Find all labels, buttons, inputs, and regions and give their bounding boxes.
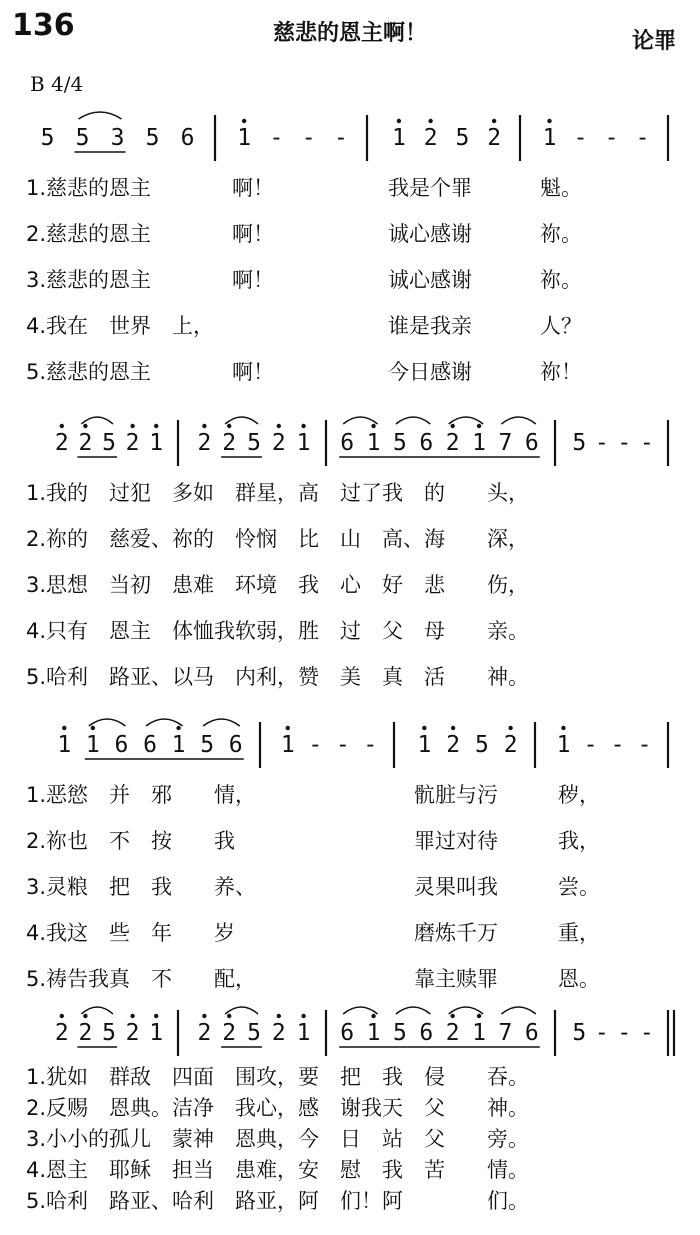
octave-dot bbox=[227, 1014, 231, 1018]
note-0-3-3: - bbox=[635, 125, 650, 151]
octave-dot bbox=[60, 424, 64, 428]
lyric-line-0-2-0: 3.慈悲的恩主 bbox=[26, 268, 152, 292]
note-2-1-0: 1 bbox=[280, 732, 295, 758]
note-2-2-2: 5 bbox=[474, 732, 489, 758]
note-3-2-5: 1 bbox=[472, 1020, 486, 1046]
octave-dot bbox=[477, 424, 481, 428]
lyric-line-0-0-3: 魁。 bbox=[540, 176, 582, 200]
note-1-1-0: 2 bbox=[197, 430, 212, 456]
lyric-line-2-2-0: 3.灵粮 把 我 养、 bbox=[26, 875, 257, 899]
lyric-line-2-1-1: 罪过对待 bbox=[414, 829, 498, 853]
note-3-1-0: 2 bbox=[197, 1020, 212, 1046]
note-3-2-4: 2 bbox=[445, 1020, 460, 1046]
octave-dot bbox=[301, 424, 305, 428]
note-3-2-6: 7 bbox=[498, 1020, 513, 1046]
note-0-2-0: 1 bbox=[391, 125, 406, 151]
note-2-1-2: - bbox=[335, 732, 350, 758]
lyric-line-0-1-3: 祢。 bbox=[540, 222, 582, 246]
note-0-1-1: - bbox=[269, 125, 284, 151]
note-3-2-1: 1 bbox=[366, 1020, 381, 1046]
note-0-0-4: 6 bbox=[180, 125, 195, 151]
slur bbox=[225, 1007, 258, 1014]
octave-dot bbox=[130, 1014, 134, 1018]
octave-dot bbox=[154, 1014, 158, 1018]
octave-dot bbox=[561, 726, 565, 730]
slur bbox=[89, 719, 126, 726]
note-1-1-2: 5 bbox=[247, 430, 261, 456]
lyric-line-2-4-0: 5.祷告我真 不 配， bbox=[26, 967, 257, 991]
hymn-category: 论罪 bbox=[631, 29, 676, 54]
note-3-0-0: 2 bbox=[54, 1020, 69, 1046]
slur bbox=[501, 1007, 535, 1014]
note-1-3-3: - bbox=[639, 430, 654, 456]
note-2-3-3: - bbox=[637, 732, 652, 758]
note-2-0-5: 5 bbox=[200, 732, 215, 758]
lyric-line-0-0-1: 啊！ bbox=[232, 176, 274, 200]
lyric-line-1-4-0: 5.哈利 路亚、以马 内利，赞 美 真 活 神。 bbox=[26, 665, 530, 689]
hymn-title: 慈悲的恩主啊！ bbox=[272, 21, 427, 46]
lyric-line-0-2-3: 祢。 bbox=[540, 268, 582, 292]
key-signature: B 4/4 bbox=[30, 72, 84, 96]
note-1-3-2: - bbox=[617, 430, 632, 456]
note-3-2-3: 6 bbox=[419, 1020, 434, 1046]
lyric-line-3-3-0: 4.恩主 耶稣 担当 患难，安 慰 我 苦 情。 bbox=[26, 1158, 530, 1182]
octave-dot bbox=[428, 119, 432, 123]
note-1-0-3: 2 bbox=[125, 430, 140, 456]
note-3-3-3: - bbox=[639, 1020, 654, 1046]
slur bbox=[225, 417, 258, 424]
lyric-line-2-4-2: 恩。 bbox=[558, 967, 600, 991]
octave-dot bbox=[277, 424, 281, 428]
note-3-2-7: 6 bbox=[524, 1020, 539, 1046]
slur bbox=[203, 719, 240, 726]
octave-dot bbox=[371, 424, 375, 428]
note-0-3-0: 1 bbox=[542, 125, 557, 151]
note-1-2-3: 6 bbox=[419, 430, 434, 456]
note-3-0-4: 1 bbox=[149, 1020, 164, 1046]
lyric-line-2-2-2: 尝。 bbox=[558, 875, 600, 899]
lyric-line-0-4-1: 啊！ bbox=[232, 360, 274, 384]
lyric-line-0-0-0: 1.慈悲的恩主 bbox=[26, 176, 152, 200]
note-3-0-3: 2 bbox=[125, 1020, 140, 1046]
note-3-3-0: 5 bbox=[572, 1020, 587, 1046]
note-2-2-1: 2 bbox=[446, 732, 461, 758]
lyric-line-2-3-0: 4.我这 些 年 岁 bbox=[26, 921, 236, 945]
lyric-line-2-3-2: 重， bbox=[558, 921, 600, 945]
note-0-0-2: 3 bbox=[110, 125, 125, 151]
note-1-1-3: 2 bbox=[271, 430, 286, 456]
slur bbox=[343, 417, 377, 424]
octave-dot bbox=[492, 119, 496, 123]
lyric-line-0-4-3: 祢！ bbox=[540, 360, 582, 384]
lyric-line-0-2-2: 诚心感谢 bbox=[388, 268, 472, 292]
octave-dot bbox=[450, 424, 454, 428]
note-1-1-1: 2 bbox=[222, 430, 237, 456]
slur bbox=[449, 417, 483, 424]
lyric-line-0-3-0: 4.我在 世界 上， bbox=[26, 314, 215, 338]
octave-dot bbox=[83, 1014, 87, 1018]
hymn-number: 136 bbox=[12, 8, 75, 43]
octave-dot bbox=[508, 726, 512, 730]
note-3-1-2: 5 bbox=[247, 1020, 261, 1046]
note-1-2-2: 5 bbox=[393, 430, 407, 456]
note-3-1-1: 2 bbox=[222, 1020, 237, 1046]
lyric-line-3-4-0: 5.哈利 路亚、哈利 路亚，阿 们！阿 们。 bbox=[26, 1189, 530, 1213]
octave-dot bbox=[547, 119, 551, 123]
lyric-line-0-3-3: 人？ bbox=[540, 314, 582, 338]
note-2-1-1: - bbox=[308, 732, 323, 758]
lyric-line-0-4-2: 今日感谢 bbox=[388, 360, 472, 384]
octave-dot bbox=[130, 424, 134, 428]
lyric-line-2-0-0: 1.恶慾 并 邪 情， bbox=[26, 783, 257, 807]
octave-dot bbox=[202, 424, 206, 428]
slur bbox=[396, 1007, 430, 1014]
octave-dot bbox=[62, 726, 66, 730]
note-3-3-1: - bbox=[594, 1020, 609, 1046]
lyric-line-1-3-0: 4.只有 恩主 体恤我软弱，胜 过 父 母 亲。 bbox=[26, 619, 530, 643]
slur bbox=[501, 417, 535, 424]
note-0-3-1: - bbox=[573, 125, 588, 151]
lyric-line-0-1-2: 诚心感谢 bbox=[388, 222, 472, 246]
lyric-line-1-0-0: 1.我的 过犯 多如 群星，高 过了我 的 头， bbox=[26, 481, 530, 505]
lyric-line-0-1-1: 啊！ bbox=[232, 222, 274, 246]
octave-dot bbox=[277, 1014, 281, 1018]
note-1-2-0: 6 bbox=[340, 430, 355, 456]
octave-dot bbox=[450, 1014, 454, 1018]
note-1-0-4: 1 bbox=[149, 430, 164, 456]
note-2-0-0: 1 bbox=[57, 732, 72, 758]
lyric-line-1-2-0: 3.思想 当初 患难 环境 我 心 好 悲 伤， bbox=[26, 573, 530, 597]
note-0-1-2: - bbox=[301, 125, 316, 151]
note-1-2-4: 2 bbox=[445, 430, 460, 456]
note-0-2-1: 2 bbox=[423, 125, 438, 151]
lyric-line-2-0-1: 骯脏与污 bbox=[414, 783, 498, 807]
note-0-0-3: 5 bbox=[145, 125, 160, 151]
note-3-2-0: 6 bbox=[340, 1020, 355, 1046]
octave-dot bbox=[227, 424, 231, 428]
lyric-line-0-2-1: 啊！ bbox=[232, 268, 274, 292]
note-1-0-0: 2 bbox=[54, 430, 69, 456]
note-1-0-1: 2 bbox=[78, 430, 93, 456]
note-3-1-4: 1 bbox=[296, 1020, 311, 1046]
note-1-0-2: 5 bbox=[102, 430, 116, 456]
octave-dot bbox=[371, 1014, 375, 1018]
slur bbox=[79, 112, 122, 119]
note-3-2-2: 5 bbox=[393, 1020, 407, 1046]
note-1-2-7: 6 bbox=[524, 430, 539, 456]
note-3-3-2: - bbox=[617, 1020, 632, 1046]
note-1-2-1: 1 bbox=[366, 430, 381, 456]
note-1-3-0: 5 bbox=[572, 430, 587, 456]
octave-dot bbox=[397, 119, 401, 123]
note-0-3-2: - bbox=[604, 125, 619, 151]
octave-dot bbox=[60, 1014, 64, 1018]
note-1-1-4: 1 bbox=[296, 430, 311, 456]
slur bbox=[81, 417, 113, 424]
slur bbox=[396, 417, 430, 424]
note-2-1-3: - bbox=[363, 732, 378, 758]
octave-dot bbox=[477, 1014, 481, 1018]
note-3-0-1: 2 bbox=[78, 1020, 93, 1046]
lyric-line-0-0-2: 我是个罪 bbox=[388, 176, 472, 200]
note-0-0-0: 5 bbox=[40, 125, 55, 151]
note-2-0-3: 6 bbox=[143, 732, 157, 758]
octave-dot bbox=[202, 1014, 206, 1018]
note-2-0-1: 1 bbox=[85, 732, 100, 758]
note-1-3-1: - bbox=[594, 430, 609, 456]
lyric-line-0-3-2: 谁是我亲 bbox=[388, 314, 472, 338]
note-0-2-2: 5 bbox=[455, 125, 470, 151]
octave-dot bbox=[83, 424, 87, 428]
octave-dot bbox=[91, 726, 95, 730]
octave-dot bbox=[451, 726, 455, 730]
lyric-line-0-4-0: 5.慈悲的恩主 bbox=[26, 360, 152, 384]
note-2-0-4: 1 bbox=[171, 732, 186, 758]
note-0-1-0: 1 bbox=[237, 125, 252, 151]
lyric-line-2-1-2: 我， bbox=[558, 829, 600, 853]
note-1-2-6: 7 bbox=[498, 430, 513, 456]
lyric-line-3-1-0: 2.反赐 恩典。洁净 我心，感 谢我天 父 神。 bbox=[26, 1096, 530, 1120]
note-2-3-2: - bbox=[610, 732, 625, 758]
octave-dot bbox=[301, 1014, 305, 1018]
lyric-line-2-3-1: 磨炼千万 bbox=[414, 921, 498, 945]
lyric-line-2-1-0: 2.祢也 不 按 我 bbox=[26, 829, 236, 853]
octave-dot bbox=[242, 119, 246, 123]
note-1-2-5: 1 bbox=[472, 430, 486, 456]
slur bbox=[81, 1007, 113, 1014]
note-0-1-3: - bbox=[333, 125, 348, 151]
lyric-line-2-0-2: 秽， bbox=[558, 783, 600, 807]
octave-dot bbox=[422, 726, 426, 730]
note-3-1-3: 2 bbox=[271, 1020, 286, 1046]
note-0-2-3: 2 bbox=[487, 125, 502, 151]
slur bbox=[146, 719, 183, 726]
note-0-0-1: 5 bbox=[75, 125, 90, 151]
lyric-line-3-0-0: 1.犹如 群敌 四面 围攻，要 把 我 侵 吞。 bbox=[26, 1065, 530, 1089]
note-2-0-2: 6 bbox=[114, 732, 129, 758]
octave-dot bbox=[176, 726, 180, 730]
lyric-line-1-1-0: 2.祢的 慈爱、祢的 怜悯 比 山 高、海 深， bbox=[26, 527, 530, 551]
lyric-line-3-2-0: 3.小小的孤儿 蒙神 恩典，今 日 站 父 旁。 bbox=[26, 1127, 530, 1151]
lyric-line-0-1-0: 2.慈悲的恩主 bbox=[26, 222, 152, 246]
lyric-line-2-4-1: 靠主赎罪 bbox=[414, 967, 498, 991]
slur bbox=[449, 1007, 483, 1014]
octave-dot bbox=[154, 424, 158, 428]
octave-dot bbox=[286, 726, 290, 730]
note-2-3-0: 1 bbox=[556, 732, 571, 758]
slur bbox=[343, 1007, 377, 1014]
note-2-2-3: 2 bbox=[503, 732, 518, 758]
lyric-line-2-2-1: 灵果叫我 bbox=[414, 875, 498, 899]
note-3-0-2: 5 bbox=[102, 1020, 116, 1046]
note-2-3-1: - bbox=[583, 732, 598, 758]
note-2-2-0: 1 bbox=[417, 732, 432, 758]
note-2-0-6: 6 bbox=[228, 732, 243, 758]
